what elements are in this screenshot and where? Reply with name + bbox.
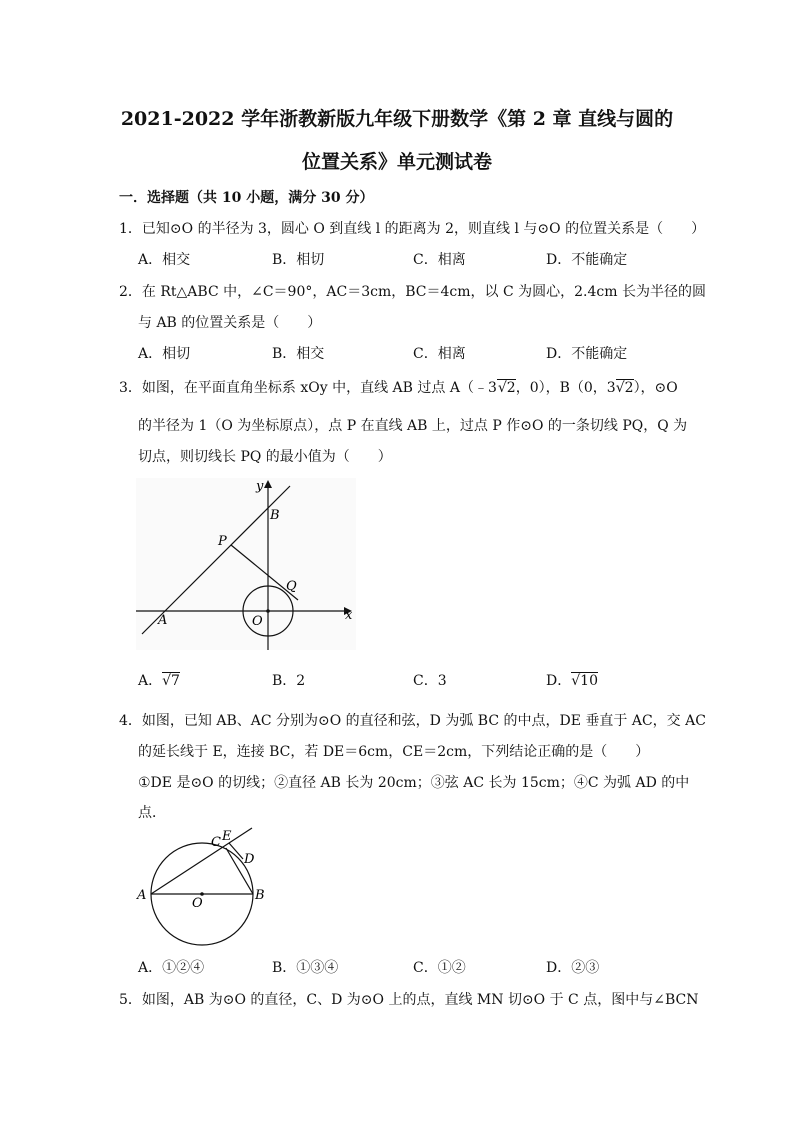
- q4-option-c[interactable]: C．①②: [413, 960, 466, 976]
- section-heading: 一．选择题（共 10 小题，满分 30 分）: [119, 190, 374, 206]
- q4-figure: [134, 826, 268, 948]
- label-x: x: [345, 608, 353, 623]
- q4-line2: 的延长线于 E，连接 BC，若 DE＝6cm，CE＝2cm，下列结论正确的是（ ）: [138, 744, 650, 760]
- q3-option-d[interactable]: [546, 670, 598, 690]
- label-p: P: [218, 534, 227, 549]
- q4-option-a[interactable]: A．①②④: [138, 960, 205, 976]
- q2-option-c[interactable]: C．相离: [413, 346, 466, 362]
- q3-line3: 切点，则切线长 PQ 的最小值为（ ）: [138, 449, 392, 465]
- label-d: D: [244, 852, 255, 867]
- label-a: A: [137, 888, 147, 903]
- q3-radicand-b: 2: [624, 380, 634, 396]
- q3-option-c[interactable]: C．3: [413, 673, 447, 689]
- q2-line2: 与 AB 的位置关系是（ ）: [138, 315, 322, 331]
- sqrt-symbol: √10: [571, 673, 598, 689]
- sqrt-symbol: √7: [162, 673, 180, 689]
- q3-option-b[interactable]: B．2: [272, 673, 306, 689]
- q4-line4: 点．: [138, 805, 166, 821]
- q3-line2: 的半径为 1（O 为坐标原点），点 P 在直线 AB 上，过点 P 作⊙O 的一条切线 PQ，Q 为: [138, 418, 688, 434]
- q1-option-b[interactable]: B．相切: [272, 252, 325, 268]
- q1-option-d[interactable]: D．不能确定: [546, 252, 628, 268]
- q2-option-d[interactable]: D．不能确定: [546, 346, 628, 362]
- label-q: Q: [286, 579, 297, 594]
- label-b: B: [270, 508, 280, 523]
- doc-title-line2: 位置关系》单元测试卷: [301, 151, 492, 173]
- label-o: O: [192, 896, 203, 911]
- q2-option-b[interactable]: B．相交: [272, 346, 325, 362]
- q1-option-a[interactable]: A．相交: [138, 252, 191, 268]
- q3-option-a-radicand: 7: [171, 673, 180, 689]
- sqrt-symbol: √2: [615, 380, 634, 396]
- label-c: C: [211, 835, 221, 850]
- label-o: O: [252, 614, 263, 629]
- q3-line1-part-a: 3．如图，在平面直角坐标系 xOy 中，直线 AB 过点 A（﹣3: [119, 380, 497, 396]
- q3-line1: [119, 377, 678, 397]
- label-e: E: [222, 829, 232, 844]
- q4-line3: ①DE 是⊙O 的切线；②直径 AB 长为 20cm；③弦 AC 长为 15cm；④C 为弧 AD 的中: [138, 775, 690, 791]
- q3-line1-part-c: ，0），B（0，3: [515, 380, 616, 396]
- q4-option-d[interactable]: D．②③: [546, 960, 600, 976]
- q4-option-b[interactable]: B．①③④: [272, 960, 339, 976]
- q3-radicand-a: 2: [506, 380, 516, 396]
- q3-figure-bg: [136, 478, 356, 650]
- label-y: y: [256, 479, 264, 494]
- origin-point: [266, 609, 270, 613]
- q5-line1: 5．如图，AB 为⊙O 的直径，C、D 为⊙O 上的点，直线 MN 切⊙O 于 C 点，图中与∠BCN: [119, 992, 699, 1008]
- q3-option-d-radicand: 10: [580, 673, 598, 689]
- q2-option-a[interactable]: A．相切: [138, 346, 191, 362]
- line-ae: [151, 828, 252, 894]
- q1-text: 1．已知⊙O 的半径为 3，圆心 O 到直线 l 的距离为 2，则直线 l 与⊙O 的位置关系是（ ）: [119, 221, 706, 237]
- doc-title-line1: 2021-2022 学年浙教新版九年级下册数学《第 2 章 直线与圆的: [120, 108, 674, 130]
- q3-line1-part-e: ），⊙O: [633, 380, 678, 396]
- label-a: A: [158, 613, 168, 628]
- q2-line1: 2．在 Rt△ABC 中，∠C＝90°，AC＝3cm，BC＝4cm，以 C 为圆心，2.4cm 长为半径的圆: [119, 284, 706, 300]
- q3-option-a[interactable]: [138, 670, 180, 690]
- q3-option-d-prefix: D．: [546, 673, 572, 689]
- sqrt-symbol: √2: [497, 380, 516, 396]
- q3-figure: [136, 478, 356, 650]
- q1-option-c[interactable]: C．相离: [413, 252, 466, 268]
- label-b: B: [255, 888, 265, 903]
- q3-option-a-prefix: A．: [138, 673, 163, 689]
- q4-line1: 4．如图，已知 AB、AC 分别为⊙O 的直径和弦，D 为弧 BC 的中点，DE 垂直于 AC，交 AC: [119, 713, 706, 729]
